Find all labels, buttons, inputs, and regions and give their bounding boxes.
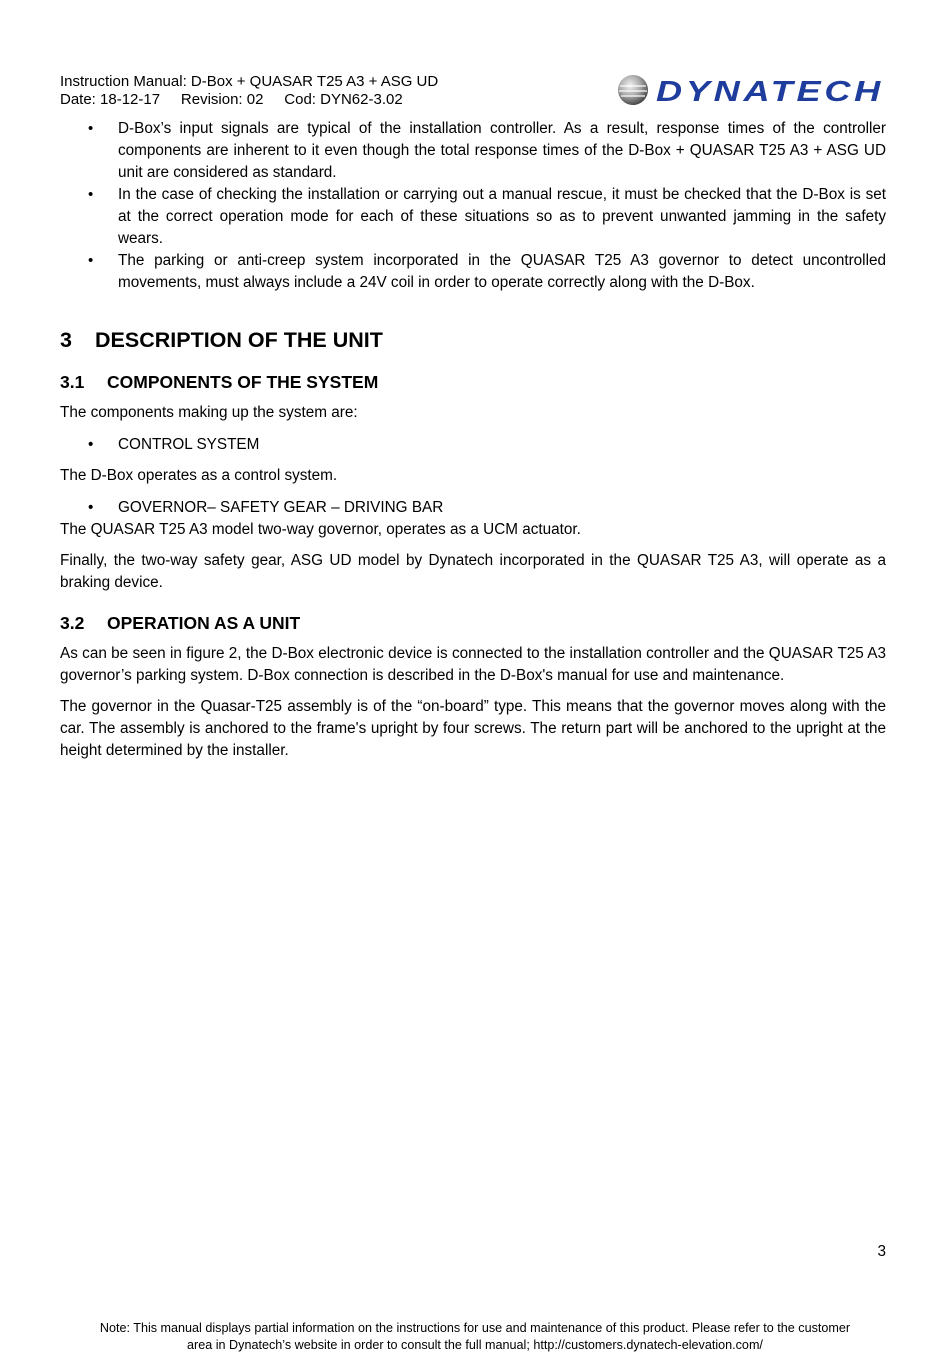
list-item [60, 118, 886, 184]
operation-paragraph-2: The governor in the Quasar-T25 assembly is of the “on-board” type. This means that the governor moves along with the car. The assembly is anchored to the frame's upright by four screws. The return part will be anchored to the upright at the height determined by the installer. [60, 698, 886, 759]
section-title: OPERATION AS A UNIT [107, 613, 301, 633]
bullet-icon: • [88, 120, 94, 137]
control-system-text: The D-Box operates as a control system. [60, 467, 338, 484]
bullet-text: GOVERNOR– SAFETY GEAR – DRIVING BAR [118, 499, 444, 516]
page-number: 3 [877, 1243, 886, 1260]
footer-line-2: area in Dynatech’s website in order to consult the full manual; http://customers.dynatech-elevation.com/ [187, 1338, 763, 1352]
section-title: COMPONENTS OF THE SYSTEM [107, 372, 379, 392]
section-title: DESCRIPTION OF THE UNIT [95, 328, 383, 352]
page-header [60, 73, 890, 113]
footer-line-1: Note: This manual displays partial information on the instructions for use and maintenance of this product. Please refer to the customer [99, 1321, 851, 1335]
component-bullet-1 [60, 434, 886, 456]
logo-sphere-icon [618, 75, 648, 105]
bullet-text: In the case of checking the installation or carrying out a manual rescue, it must be checked that the D-Box is set at the correct operation mode for each of these situations so as to prevent unwanted jamming in the safety wears. [118, 186, 886, 247]
bullet-icon: • [88, 186, 94, 203]
header-date-revision: Date: 18-12-17 Revision: 02 Cod: DYN62-3.02 [60, 91, 403, 108]
component-bullet-2 [60, 497, 886, 519]
header-text [60, 73, 438, 109]
list-item [60, 184, 886, 250]
list-item [60, 497, 886, 519]
safety-gear-text: Finally, the two-way safety gear, ASG UD model by Dynatech incorporated in the QUASAR T25 A3, will operate as a braking device. [60, 552, 886, 591]
bullet-icon: • [88, 499, 94, 516]
section-number: 3.2 [60, 613, 85, 633]
page-content [60, 118, 886, 762]
list-item [60, 250, 886, 294]
list-item [60, 434, 886, 456]
dynatech-logo [616, 73, 890, 107]
section-3-heading [60, 327, 886, 353]
header-title: Instruction Manual: D-Box + QUASAR T25 A3 + ASG UD [60, 73, 439, 90]
bullet-icon: • [88, 252, 94, 269]
bullet-text: CONTROL SYSTEM [118, 436, 260, 453]
section-number: 3.1 [60, 372, 85, 392]
section-3-2-heading [60, 612, 886, 634]
bullet-icon: • [88, 436, 94, 453]
intro-bullet-list [60, 118, 886, 294]
page-footer [60, 1320, 890, 1354]
bullet-text: The parking or anti-creep system incorporated in the QUASAR T25 A3 governor to detect uncontrolled movements, must always include a 24V coil in order to operate correctly along with the D-Box. [118, 252, 886, 291]
components-intro: The components making up the system are: [60, 404, 358, 421]
operation-paragraph-1: As can be seen in figure 2, the D-Box electronic device is connected to the installation controller and the QUASAR T25 A3 governor’s parking system. D-Box connection is described in the D-Box's manual for use and maintenance. [60, 645, 886, 684]
section-number: 3 [60, 328, 72, 352]
logo-text: DYNATECH [656, 76, 884, 107]
governor-text: The QUASAR T25 A3 model two-way governor, operates as a UCM actuator. [60, 521, 581, 538]
section-3-1-heading [60, 371, 886, 393]
bullet-text: D-Box’s input signals are typical of the installation controller. As a result, response times of the controller components are inherent to it even though the total response times of the D-Box + QUASAR T25 A3 + ASG UD unit are considered as standard. [118, 120, 886, 181]
